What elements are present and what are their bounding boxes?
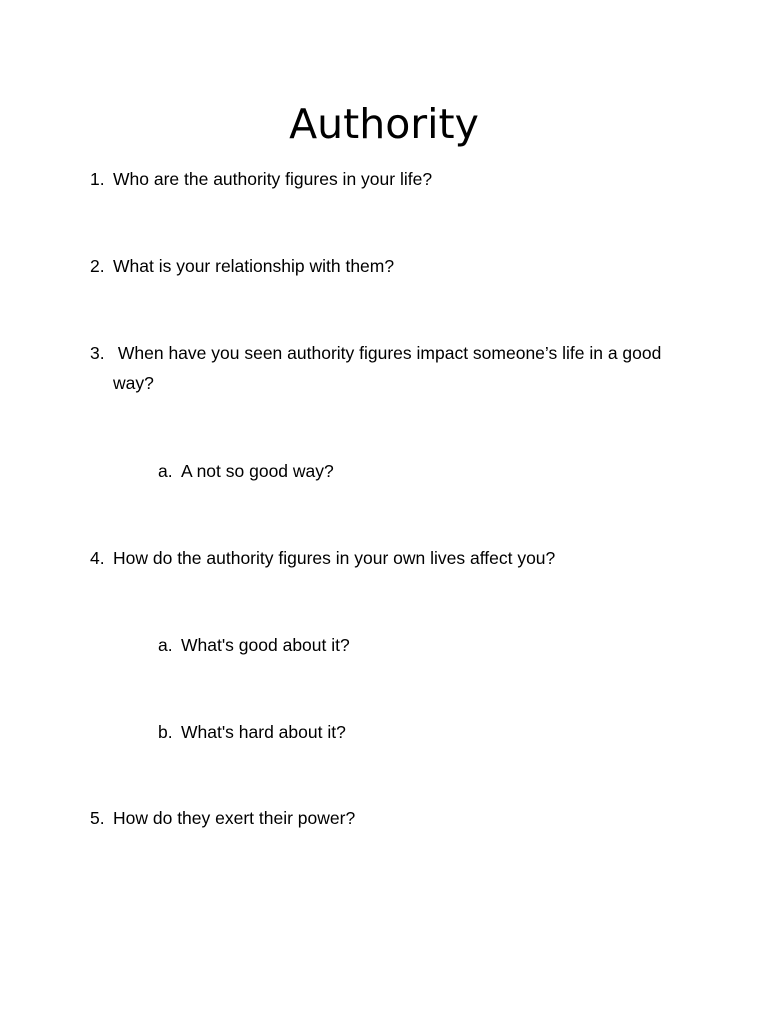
question-4b — [158, 717, 658, 747]
list-number: 1. — [90, 169, 105, 189]
list-letter: b. — [158, 722, 173, 742]
list-letter: a. — [158, 635, 173, 655]
question-text: How do the authority figures in your own lives affect you? — [113, 548, 556, 568]
question-text: A not so good way? — [181, 461, 334, 481]
question-4 — [90, 543, 680, 573]
question-text: When have you seen authority figures impact someone’s life in a good way? — [113, 343, 667, 393]
list-letter: a. — [158, 461, 173, 481]
question-text: Who are the authority figures in your life? — [113, 169, 433, 189]
list-number: 5. — [90, 808, 105, 828]
list-number: 3. — [90, 343, 105, 363]
question-4a — [158, 630, 658, 660]
question-3 — [90, 338, 680, 398]
question-5 — [90, 803, 680, 833]
list-number: 4. — [90, 548, 105, 568]
question-2 — [90, 251, 680, 281]
question-text: How do they exert their power? — [113, 808, 356, 828]
list-number: 2. — [90, 256, 105, 276]
document-title: Authority — [289, 100, 479, 148]
question-text: What's good about it? — [181, 635, 350, 655]
question-text: What is your relationship with them? — [113, 256, 395, 276]
question-text: What's hard about it? — [181, 722, 346, 742]
question-1 — [90, 164, 680, 194]
question-3a — [158, 456, 658, 486]
